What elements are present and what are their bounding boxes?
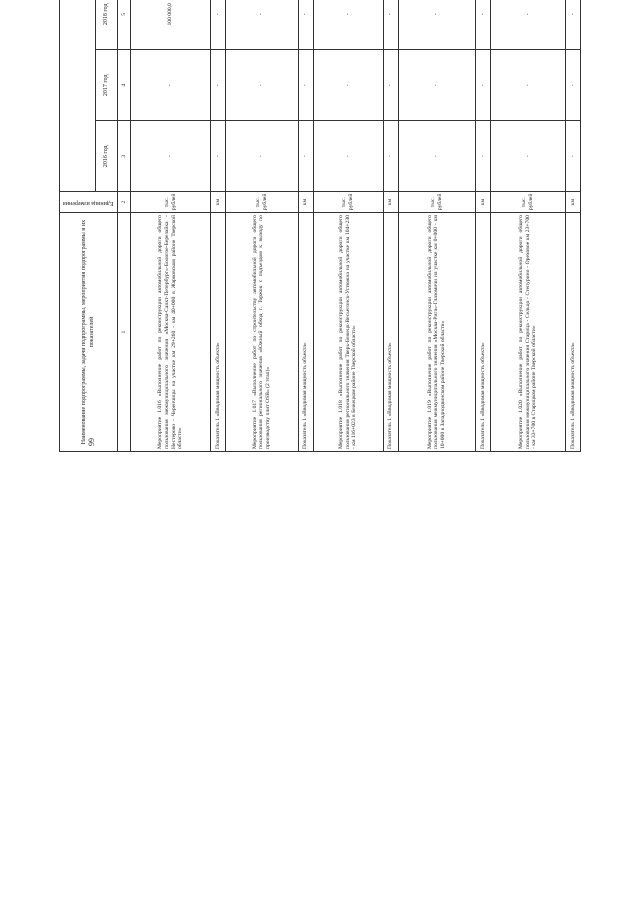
column-number: 2	[118, 192, 131, 213]
row-unit: км	[476, 192, 491, 213]
year-value-cell: -	[131, 50, 211, 121]
table-row	[131, 0, 211, 452]
year-value-cell: -	[313, 121, 383, 192]
year-value-cell: -	[476, 121, 491, 192]
header-unit-column	[60, 192, 118, 213]
row-unit: тыс. рублей	[131, 192, 211, 213]
year-value-cell: -	[566, 50, 581, 121]
year-value-cell: -	[491, 50, 566, 121]
column-number: 3	[118, 121, 131, 192]
column-number-row	[118, 0, 131, 452]
row-unit: км	[298, 192, 313, 213]
column-number: 1	[118, 213, 131, 452]
row-description: Показатель 1 «Вводимая мощность объекта»	[211, 213, 226, 452]
year-value-cell: -	[476, 0, 491, 50]
header-year: 2018 год	[96, 0, 118, 50]
header-year: 2016 год	[96, 121, 118, 192]
year-value-cell: -	[211, 121, 226, 192]
year-value-cell: -	[383, 0, 398, 50]
year-value-cell: -	[491, 121, 566, 192]
header-name-column: Наименование подпрограммы, задачи подпрограммы, мероприятия подпрограммы и их показателей	[60, 213, 118, 452]
row-description: Мероприятие 1.016 «Выполнение работ по реконструкции автомобильной дороги общего пользования межмуниципального значения «Москва-Санкт-Петербург»-Бологое-Березайка - Нестерово - Черенчицы на участке км 29+260 - км 40+000 в Жарковском районе Тверской области»	[131, 213, 211, 452]
row-unit: км	[211, 192, 226, 213]
rotated-document-sheet	[59, 0, 581, 452]
program-indicators-table	[59, 0, 581, 452]
column-number: 5	[118, 0, 131, 50]
header-year: 2017 год	[96, 50, 118, 121]
table-row	[491, 0, 566, 452]
year-value-cell: -	[313, 50, 383, 121]
year-value-cell: -	[491, 0, 566, 50]
year-value-cell: -	[226, 121, 299, 192]
year-value-cell: 100 000,0	[131, 0, 211, 50]
year-value-cell: -	[398, 121, 476, 192]
row-unit: тыс. рублей	[313, 192, 383, 213]
row-description: Показатель 1 «Вводимая мощность объекта»	[383, 213, 398, 452]
table-row	[566, 0, 581, 452]
year-value-cell: -	[211, 50, 226, 121]
table-row	[313, 0, 383, 452]
year-value-cell: -	[211, 0, 226, 50]
row-description: Мероприятие 1.018 «Выполнение работ по реконструкции автомобильной дороги общего пользования регионального значения Тверь-Бежецк-Весьегонск-Устюжна на участке км 104+230 - км 116+023 в Бежецком районе Тверской области»	[313, 213, 383, 452]
year-value-cell: -	[566, 121, 581, 192]
row-unit: км	[383, 192, 398, 213]
year-value-cell: -	[226, 0, 299, 50]
year-value-cell: -	[398, 50, 476, 121]
row-unit: км	[566, 192, 581, 213]
table-row	[476, 0, 491, 452]
year-value-cell: -	[298, 50, 313, 121]
row-description: Мероприятие 1.019 «Выполнение работ по реконструкции автомобильной дороги общего пользования межмуниципального значения «Москва-Рига»-Глазомичи на участке км 0+000 - км 10+000 в Западнодвинском районе Тверской области»	[398, 213, 476, 452]
table-row	[211, 0, 226, 452]
year-value-cell: -	[383, 50, 398, 121]
year-value-cell: -	[398, 0, 476, 50]
year-value-cell: -	[476, 50, 491, 121]
year-value-cell: -	[131, 121, 211, 192]
table-row	[398, 0, 476, 452]
column-number: 4	[118, 50, 131, 121]
year-value-cell: -	[566, 0, 581, 50]
page-number: 99	[87, 438, 96, 446]
header-unit-label: Единица измерения	[63, 199, 114, 206]
row-description: Показатель 1 «Вводимая мощность объекта»	[298, 213, 313, 452]
table-row	[383, 0, 398, 452]
row-description: Мероприятие 1.020 «Выполнение работ по реконструкции автомобильной дороги общего пользования межмуниципального значения Старица - Сельцо - Степурино - Ореховое км 23+700 - км 33+700 в Старицком районе Тверской области»	[491, 213, 566, 452]
table-row	[298, 0, 313, 452]
year-value-cell: -	[298, 0, 313, 50]
row-description: Мероприятие 1.017 «Выполнение работ по строительству автомобильной дороги общего пользования регионального значения «Южный обход г. Торжок с подъездом к выходу по производству плит OSB» (2 этап)»	[226, 213, 299, 452]
year-value-cell: -	[383, 121, 398, 192]
row-description: Показатель 1 «Вводимая мощность объекта»	[566, 213, 581, 452]
year-value-cell: -	[226, 50, 299, 121]
row-unit: тыс. рублей	[491, 192, 566, 213]
year-value-cell: -	[298, 121, 313, 192]
row-description: Показатель 1 «Вводимая мощность объекта»	[476, 213, 491, 452]
row-unit: тыс. рублей	[226, 192, 299, 213]
table-row	[226, 0, 299, 452]
table-body	[131, 0, 581, 452]
year-value-cell: -	[313, 0, 383, 50]
row-unit: тыс. рублей	[398, 192, 476, 213]
header-years-group	[60, 0, 96, 192]
